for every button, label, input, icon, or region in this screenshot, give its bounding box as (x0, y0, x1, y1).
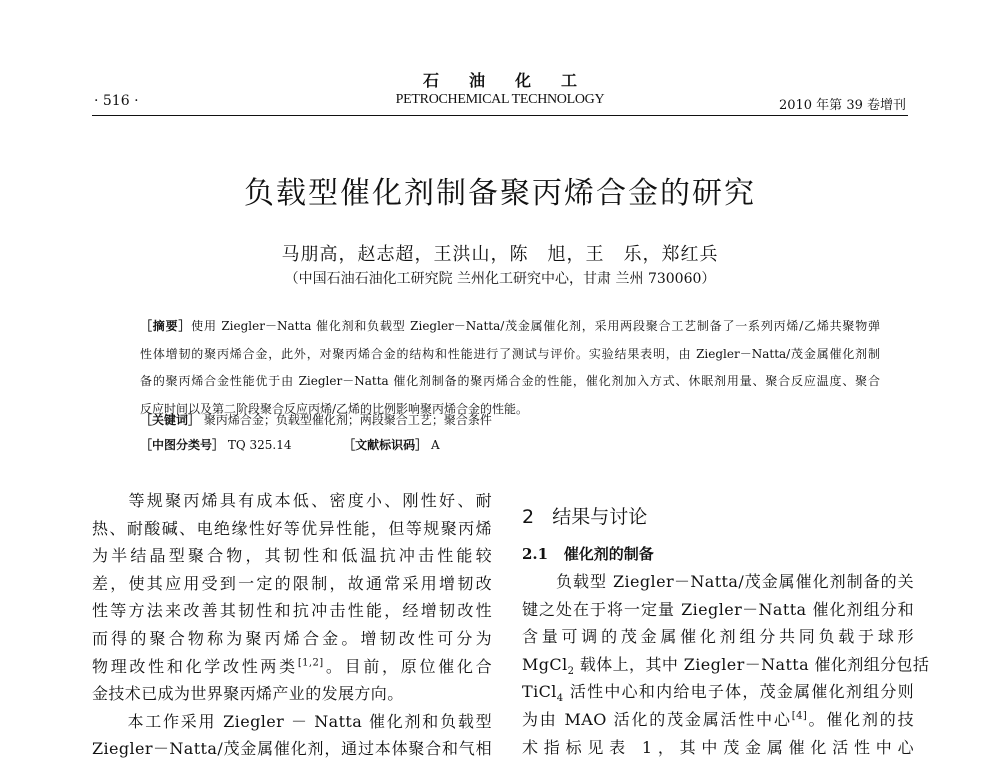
section-2-heading (522, 502, 647, 529)
body-line: 等规聚丙烯具有成本低、密度小、刚性好、耐 (92, 491, 492, 510)
keywords-text: 聚丙烯合金；负载型催化剂；两段聚合工艺；聚合条件 (203, 413, 492, 427)
abstract-line: 反应时间以及第二阶段聚合反应丙烯/乙烯的比例影响聚丙烯合金的性能。 (140, 401, 529, 416)
subsection-title: 催化剂的制备 (563, 545, 654, 563)
subscript: 2 (567, 665, 575, 677)
citation: [4] (791, 710, 808, 722)
subsection-number: 2.1 (522, 545, 549, 563)
article-title: 负载型催化剂制备聚丙烯合金的研究 (244, 176, 756, 211)
page-number: · 516 · (94, 93, 139, 109)
keywords-label: ［关键词］ (140, 413, 201, 427)
body-line (522, 706, 914, 734)
clc-value: TQ 325.14 (227, 438, 292, 452)
section-title: 结果与讨论 (552, 506, 648, 528)
formula-mgcl2: MgCl (522, 654, 568, 674)
body-line: 差，使其应用受到一定的限制，故通常采用增韧改 (92, 573, 492, 593)
abstract-line: 备的聚丙烯合金性能优于由 Ziegler－Natta 催化剂制备的聚丙烯合金的性能，催化剂加入方式、休眠剂用量、聚合反应温度、聚合 (140, 374, 880, 389)
issue-info: 2010 年第 39 卷增刊 (778, 98, 906, 113)
body-line-text: 为由 MAO 活化的茂金属活性中心 (522, 709, 792, 729)
left-column (92, 487, 492, 763)
body-line: 本工作采用 Ziegler － Natta 催化剂和负载型 (92, 711, 492, 731)
body-line: 含量可调的茂金属催化剂组分共同负载于球形 (522, 627, 914, 647)
body-line: Ziegler－Natta/茂金属催化剂，通过本体聚合和气相 (92, 739, 492, 759)
doc-code-value: A (431, 438, 440, 452)
clc-label: ［中图分类号］ (140, 438, 225, 452)
author-list: 马朋高，赵志超，王洪山，陈 旭，王 乐，郑红兵 (281, 244, 719, 265)
classification-line (140, 434, 880, 456)
author-affiliation: （中国石油石油化工研究院 兰州化工研究中心，甘肃 兰州 730060） (284, 271, 716, 287)
formula-ticl4: TiCl (522, 682, 557, 702)
body-line: 性等方法来改善其韧性和抗冲击性能，经增韧改性 (92, 601, 492, 621)
body-line: 热、耐酸碱、电绝缘性好等优异性能，但等规聚丙烯 (92, 518, 492, 538)
body-line: 负载型 Ziegler－Natta/茂金属催化剂制备的关 (522, 572, 914, 591)
abstract-line-text: 使用 Ziegler－Natta 催化剂和负载型 Ziegler－Natta/茂金属催化剂，采用两段聚合工艺制备了一系列丙烯/乙烯共聚物弹 (191, 319, 880, 333)
journal-title-english: PETROCHEMICAL TECHNOLOGY (395, 92, 605, 107)
body-line: 为半结晶型聚合物，其韧性和低温抗冲击性能较 (92, 546, 492, 566)
body-line (92, 653, 492, 681)
abstract-line: 性体增韧的聚丙烯合金，此外，对聚丙烯合金的结构和性能进行了测试与评价。实验结果表明，由 Ziegler－Natta/茂金属催化剂制 (140, 346, 880, 361)
body-line (522, 678, 914, 706)
body-line: 键之处在于将一定量 Ziegler－Natta 催化剂组分和 (522, 599, 914, 619)
body-line: 术指标见表 1，其中茂金属催化活性中心 (522, 737, 914, 757)
header-divider (92, 115, 908, 116)
section-number: 2 (522, 506, 535, 528)
body-line-text: 。催化剂的技 (807, 709, 914, 729)
right-column (522, 568, 930, 761)
body-line (522, 651, 930, 679)
body-line: 而得的聚合物称为聚丙烯合金。增韧改性可分为 (92, 628, 492, 648)
section-2-1-heading (522, 543, 654, 564)
body-line-text: 物理改性和化学改性两类 (92, 656, 298, 676)
body-line-text: 活性中心和内给电子体，茂金属催化剂组分则 (563, 682, 914, 702)
subscript: 4 (556, 693, 564, 705)
keywords (140, 409, 880, 431)
body-line: 金技术已成为世界聚丙烯产业的发展方向。 (92, 684, 404, 704)
body-line-text: 。目前，原位催化合 (323, 656, 492, 676)
abstract-line (140, 315, 880, 343)
citation: [1,2] (297, 657, 324, 669)
doc-code-label: ［文献标识码］ (343, 438, 428, 452)
abstract-label: ［摘要］ (140, 319, 192, 333)
journal-title-chinese: 石油化工 (422, 71, 607, 90)
body-line-text: 载体上，其中 Ziegler－Natta 催化剂组分包括 (574, 654, 930, 674)
